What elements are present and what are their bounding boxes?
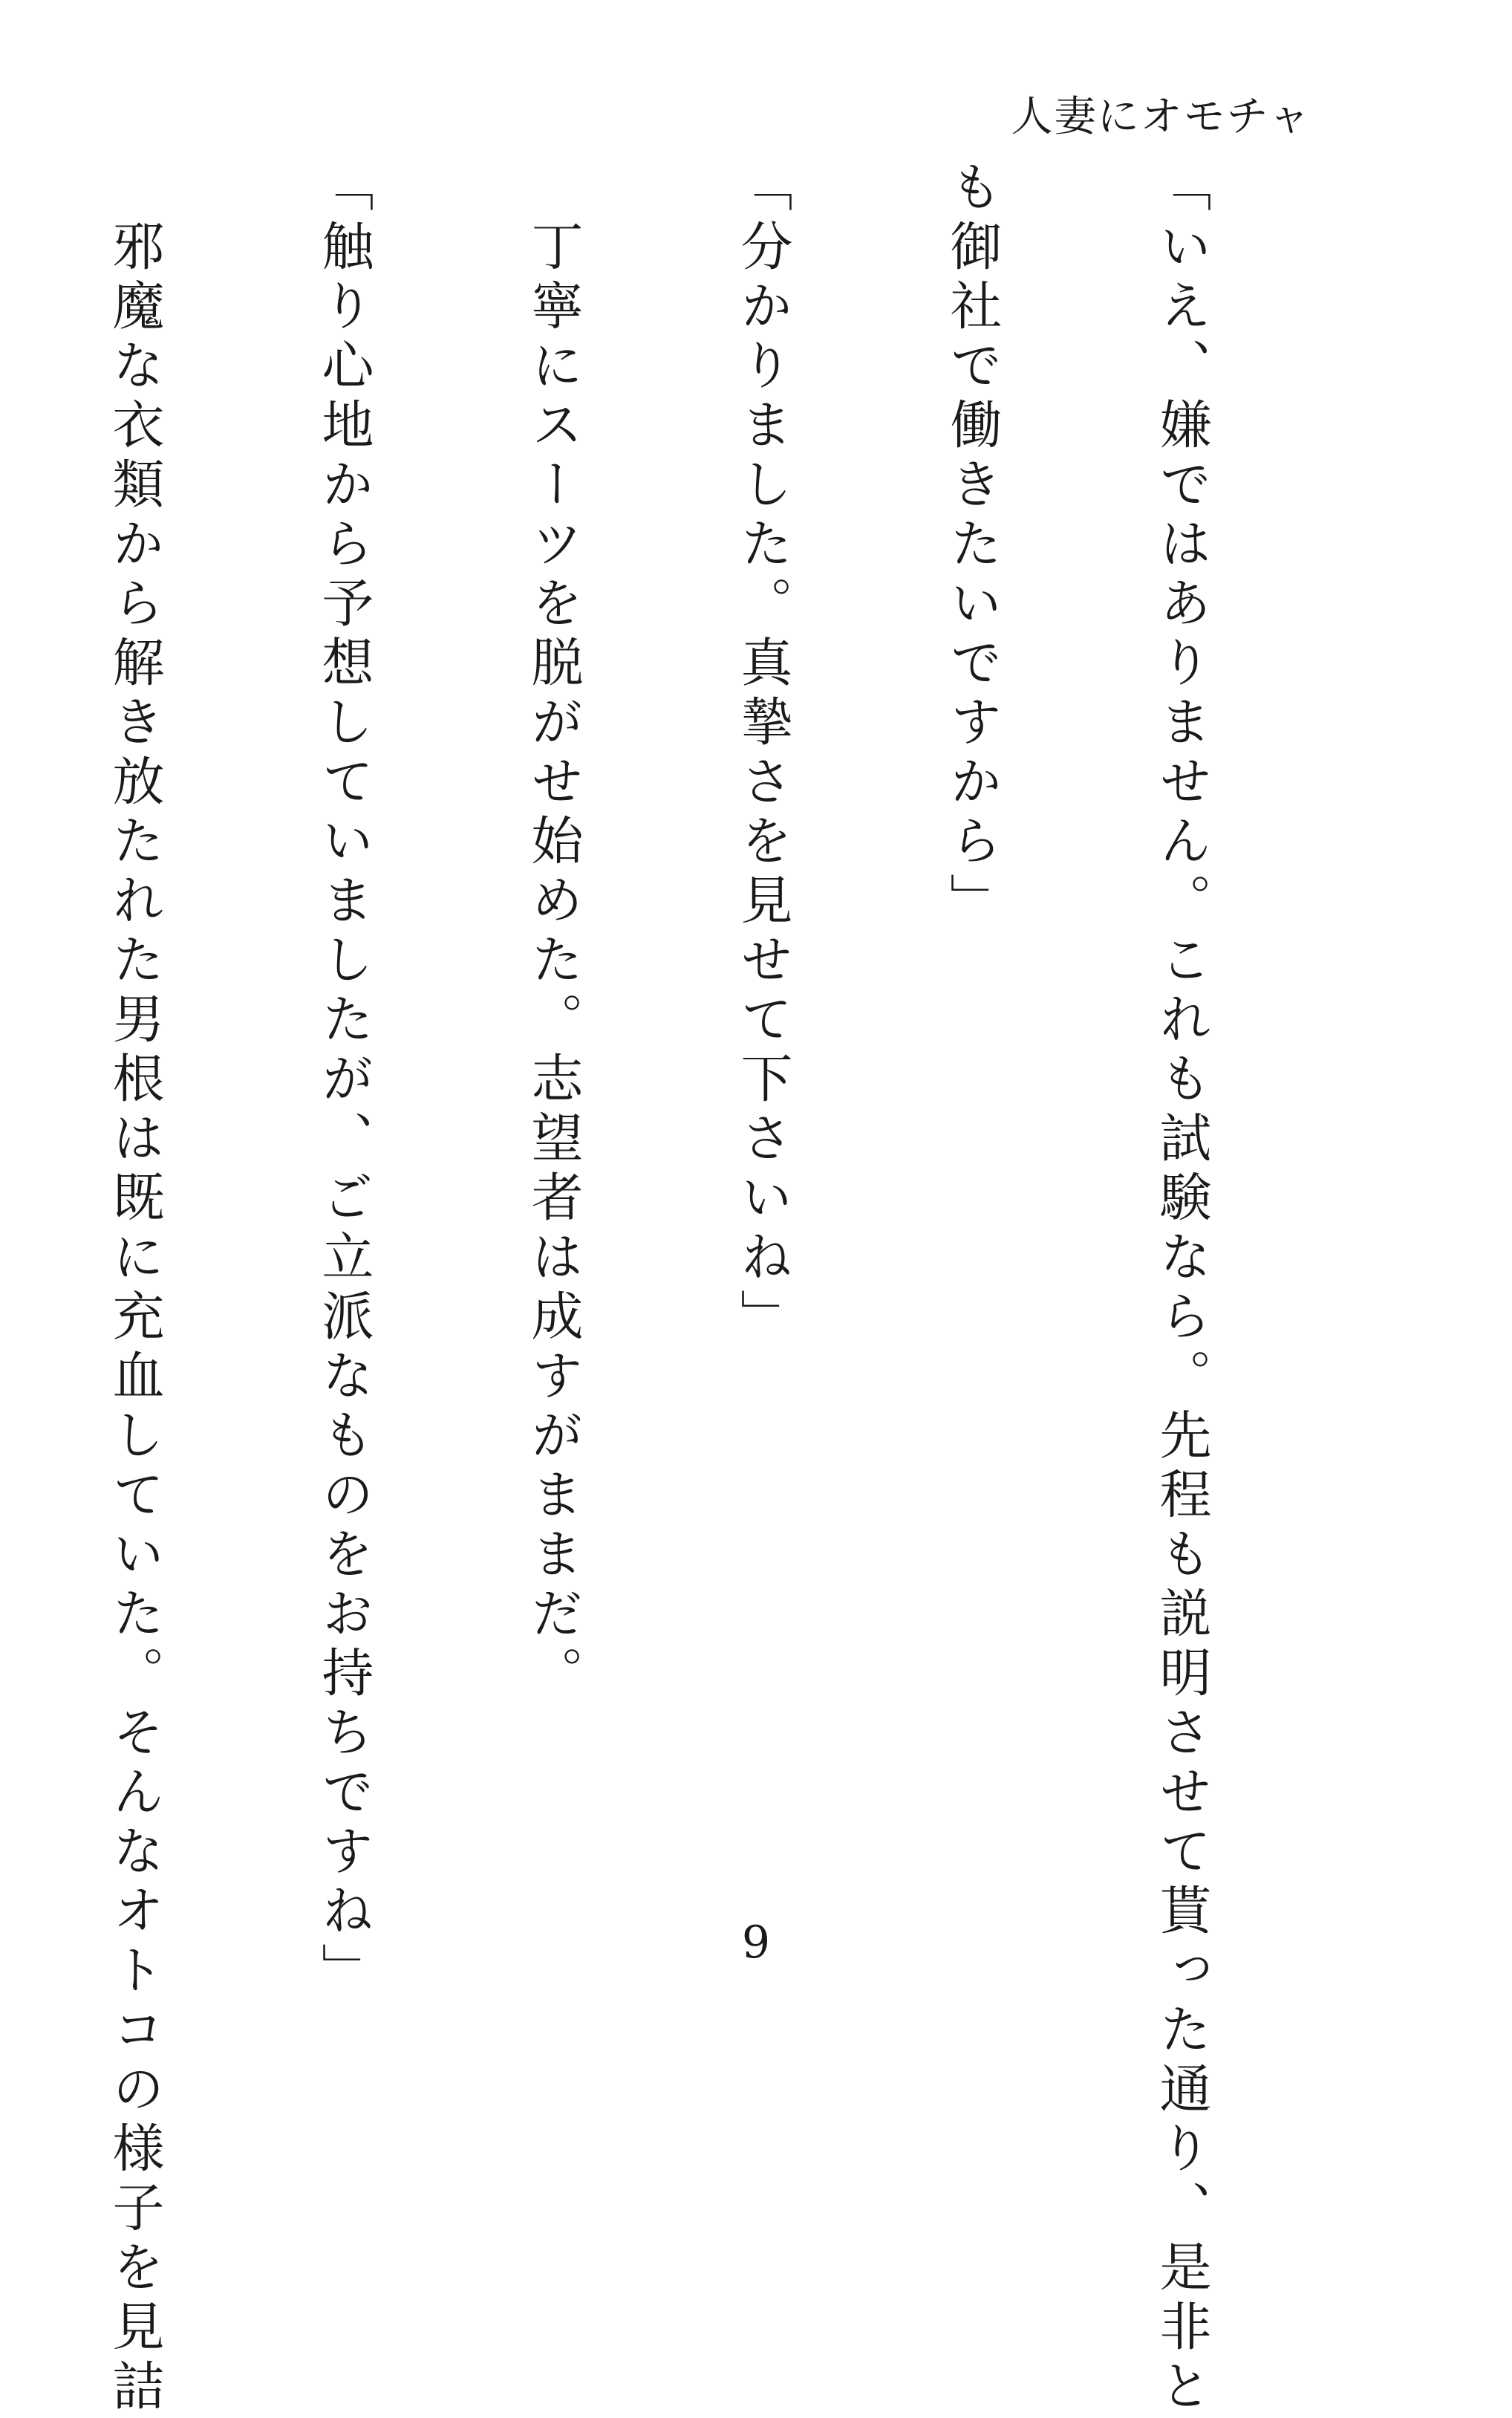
text-line: 丁寧にスーツを脱がせ始めた。志望者は成すがままだ。 [523, 160, 584, 1705]
vertical-text-body [0, 160, 1356, 2418]
text-line: 「分かりました。真摯さを見せて下さいね」 [732, 160, 793, 1348]
text-line: 邪魔な衣類から解き放たれた男根は既に充血していた。そんなオトコの様子を見詰 [104, 160, 165, 2418]
text-line: 「触り心地から予想していましたが、ご立派なものをお持ちですね」 [313, 160, 374, 2002]
page-header-title: 人妻にオモチャ [1011, 93, 1311, 141]
text-line: も御社で働きたいですから」 [942, 160, 1003, 932]
page-number: 9 [741, 1917, 771, 1969]
text-line: 「いえ、嫌ではありません。これも試験なら。先程も説明させて貰った通り、是非と [1151, 160, 1212, 2418]
